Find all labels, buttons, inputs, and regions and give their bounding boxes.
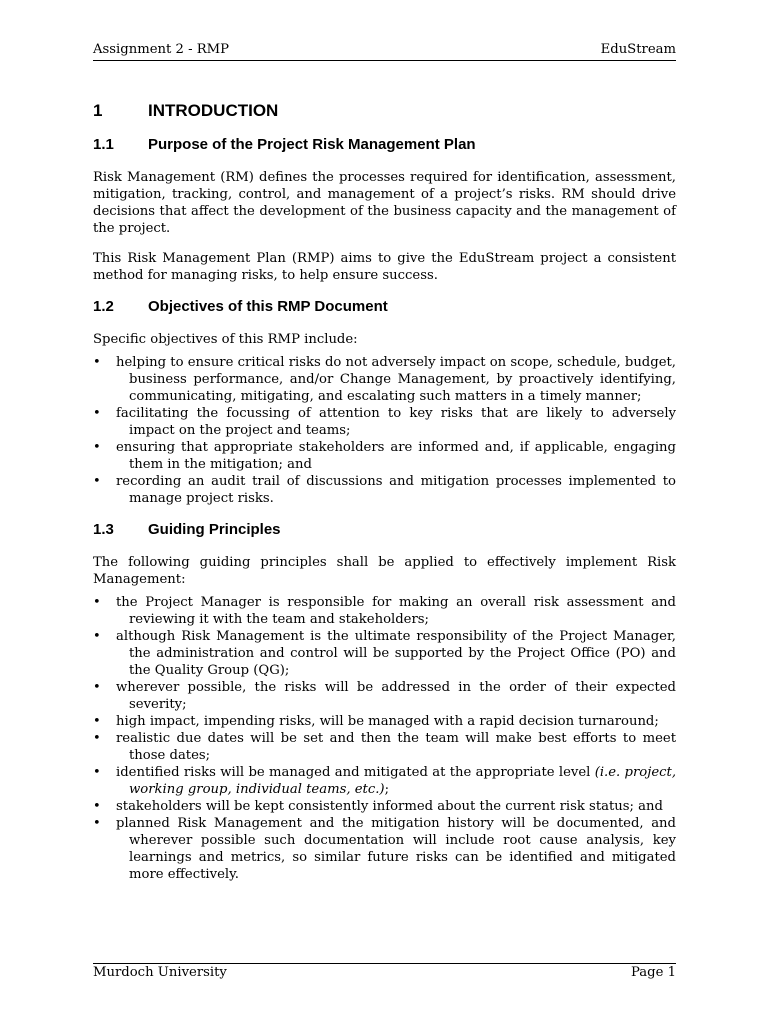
paragraph: This Risk Management Plan (RMP) aims to give the EduStream project a consistent method for managing risks, to help ensure success.	[93, 251, 676, 283]
header-document-title: Assignment 2 - RMP	[93, 42, 230, 57]
section-title: INTRODUCTION	[148, 101, 279, 120]
page-footer	[93, 963, 676, 981]
list-item: • high impact, impending risks, will be managed with a rapid decision turnaround;	[93, 714, 659, 729]
list-item: • facilitating the focussing of attention to key risks that are likely to adversely impact on the project and teams;	[93, 406, 676, 438]
bullet-icon: •	[93, 680, 101, 695]
list-item: • the Project Manager is responsible for making an overall risk assessment and reviewing it with the team and stakeholders;	[93, 595, 676, 627]
document-body	[93, 100, 676, 896]
list-item: • stakeholders will be kept consistently informed about the current risk status; and	[93, 799, 663, 814]
section-1-1-heading	[93, 135, 676, 155]
bullet-icon: •	[93, 731, 101, 746]
paragraph: The following guiding principles shall be applied to effectively implement Risk Management:	[93, 555, 676, 587]
section-title: Objectives of this RMP Document	[148, 298, 388, 315]
bullet-icon: •	[93, 816, 101, 831]
section-1-2-heading	[93, 297, 676, 317]
bullet-icon: •	[93, 440, 101, 455]
section-title: Guiding Principles	[148, 521, 281, 538]
list-item: • identified risks will be managed and mitigated at the appropriate level (i.e. project, working group, individual teams, etc.);	[93, 765, 677, 797]
list-item: • realistic due dates will be set and then the team will make best efforts to meet those dates;	[93, 731, 676, 763]
paragraph: Risk Management (RM) defines the processes required for identification, assessment, mitigation, tracking, control, and management of a project’s risks. RM should drive decisions that affect the development of the business capacity and the management of the project.	[93, 170, 676, 236]
italic-example: (i.e. project, working group, individual teams, etc.)	[129, 765, 677, 797]
principles-list	[93, 594, 676, 883]
bullet-icon: •	[93, 714, 101, 729]
list-item: • recording an audit trail of discussions and mitigation processes implemented to manage project risks.	[93, 474, 676, 506]
section-1-heading	[93, 100, 676, 122]
footer-institution: Murdoch University	[93, 965, 227, 980]
paragraph: Specific objectives of this RMP include:	[93, 332, 358, 347]
section-number: 1.1	[93, 136, 114, 153]
header-project-name: EduStream	[600, 42, 676, 57]
list-item: • planned Risk Management and the mitigation history will be documented, and wherever possible such documentation will include root cause analysis, key learnings and metrics, so similar future risks can be identified and mitigated more effectively.	[93, 816, 676, 882]
bullet-icon: •	[93, 629, 101, 644]
list-item: • wherever possible, the risks will be addressed in the order of their expected severity;	[93, 680, 676, 712]
page-header	[93, 42, 676, 61]
section-number: 1	[93, 101, 103, 120]
bullet-icon: •	[93, 799, 101, 814]
page-number: Page 1	[631, 965, 676, 980]
bullet-icon: •	[93, 595, 101, 610]
list-item: • although Risk Management is the ultimate responsibility of the Project Manager, the administration and control will be supported by the Project Office (PO) and the Quality Group (QG);	[93, 629, 676, 678]
bullet-icon: •	[93, 406, 101, 421]
bullet-icon: •	[93, 474, 101, 489]
section-number: 1.2	[93, 298, 114, 315]
list-item: • ensuring that appropriate stakeholders are informed and, if applicable, engaging them in the mitigation; and	[93, 440, 676, 472]
section-number: 1.3	[93, 521, 114, 538]
section-title: Purpose of the Project Risk Management Plan	[148, 136, 476, 153]
objectives-list	[93, 354, 676, 507]
section-1-3-heading	[93, 520, 676, 540]
item-punctuation: ;	[384, 782, 390, 797]
bullet-icon: •	[93, 765, 101, 780]
list-item: • helping to ensure critical risks do not adversely impact on scope, schedule, budget, business performance, and/or Change Management, by proactively identifying, communicating, mitigating, and escalating such matters in a timely manner;	[93, 355, 676, 404]
bullet-icon: •	[93, 355, 101, 370]
